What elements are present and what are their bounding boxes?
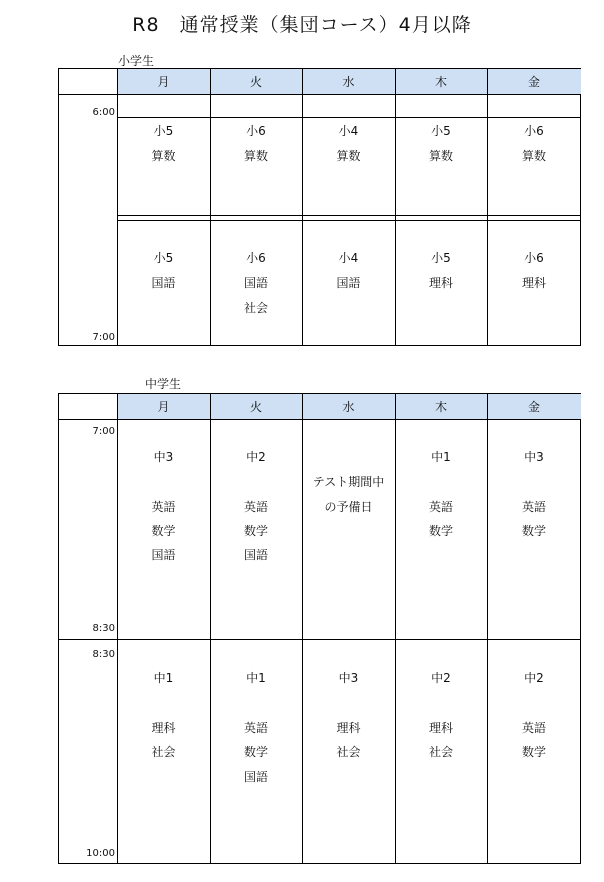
cell-fri-grade-1: 小6 (524, 124, 544, 138)
cell-thu-subject-2: 理科 (428, 276, 453, 290)
cell-wed-subject-1: 算数 (336, 149, 361, 163)
time-start: 6:00 (92, 107, 115, 118)
cell-tue-subject-2b: 社会 (243, 301, 268, 315)
cell-mon-subject-1a: 英語 (151, 500, 176, 514)
grid-line (59, 639, 580, 640)
time-first-end: 8:30 (92, 623, 115, 634)
grid-line (117, 220, 580, 221)
cell-thu-subject-1a: 英語 (428, 500, 453, 514)
wed-test-period-note-line1: テスト期間中 (312, 475, 385, 489)
grid-line (117, 69, 118, 345)
cell-fri-grade-1: 中3 (524, 450, 544, 464)
cell-fri-subject-2a: 英語 (521, 721, 546, 735)
cell-thu-subject-2b: 社会 (428, 745, 453, 759)
grid-line (59, 94, 580, 95)
grid-line (302, 394, 303, 863)
elementary-timetable (58, 68, 581, 346)
cell-fri-subject-2: 理科 (521, 276, 546, 290)
time-first-start: 7:00 (92, 426, 115, 437)
cell-fri-subject-1b: 数学 (521, 524, 546, 538)
time-second-start: 8:30 (92, 649, 115, 660)
cell-tue-subject-1b: 数学 (243, 524, 268, 538)
grid-line (487, 69, 488, 345)
cell-mon-grade-1: 小5 (153, 124, 174, 138)
page-title: R8 通常授業（集団コース）4月以降 (132, 14, 472, 36)
cell-tue-subject-1a: 英語 (243, 500, 268, 514)
cell-tue-subject-1: 算数 (243, 149, 268, 163)
cell-thu-subject-1: 算数 (428, 149, 453, 163)
cell-wed-grade-1: 小4 (338, 124, 359, 138)
cell-tue-grade-2: 中1 (246, 671, 266, 685)
cell-mon-grade-2: 中1 (153, 671, 174, 685)
cell-tue-subject-2: 国語 (243, 276, 268, 290)
cell-thu-subject-2a: 理科 (428, 721, 453, 735)
header-wed: 水 (302, 394, 395, 419)
cell-tue-grade-1: 小6 (246, 124, 266, 138)
header-thu: 木 (395, 394, 487, 419)
cell-mon-grade-2: 小5 (153, 251, 174, 265)
cell-fri-subject-1: 算数 (521, 149, 546, 163)
cell-tue-subject-2a: 英語 (243, 721, 268, 735)
grid-line (117, 117, 580, 118)
cell-wed-subject-2a: 理科 (336, 721, 361, 735)
header-fri: 金 (487, 394, 581, 419)
header-mon: 月 (117, 394, 210, 419)
cell-tue-subject-2b: 数学 (243, 745, 268, 759)
grid-line (117, 215, 580, 216)
grid-line (302, 69, 303, 345)
cell-mon-subject-2: 国語 (151, 276, 176, 290)
cell-wed-subject-2b: 社会 (336, 745, 361, 759)
wed-test-period-note-line2: の予備日 (324, 500, 373, 514)
header-wed: 水 (302, 69, 395, 94)
cell-thu-grade-1: 中1 (431, 450, 451, 464)
header-mon: 月 (117, 69, 210, 94)
cell-thu-grade-2: 小5 (431, 251, 451, 265)
time-second-end: 10:00 (86, 848, 115, 859)
cell-thu-subject-1b: 数学 (428, 524, 453, 538)
junior-high-section-label: 中学生 (145, 377, 182, 391)
cell-mon-subject-1: 算数 (151, 149, 176, 163)
junior-high-timetable (58, 393, 581, 864)
cell-thu-grade-1: 小5 (431, 124, 451, 138)
cell-fri-subject-2b: 数学 (521, 745, 546, 759)
cell-tue-grade-2: 小6 (246, 251, 266, 265)
cell-mon-subject-2a: 理科 (151, 721, 176, 735)
header-fri: 金 (487, 69, 581, 94)
cell-wed-subject-2: 国語 (336, 276, 361, 290)
header-tue: 火 (210, 394, 302, 419)
cell-fri-grade-2: 中2 (524, 671, 544, 685)
elementary-section-label: 小学生 (118, 54, 155, 68)
cell-wed-grade-2: 小4 (338, 251, 359, 265)
cell-fri-subject-1a: 英語 (521, 500, 546, 514)
cell-tue-subject-1c: 国語 (243, 548, 268, 562)
cell-mon-subject-1b: 数学 (151, 524, 176, 538)
cell-thu-grade-2: 中2 (431, 671, 451, 685)
cell-mon-subject-1c: 国語 (151, 548, 176, 562)
grid-line (395, 69, 396, 345)
cell-fri-grade-2: 小6 (524, 251, 544, 265)
cell-mon-subject-2b: 社会 (151, 745, 176, 759)
time-end: 7:00 (92, 332, 115, 343)
cell-tue-grade-1: 中2 (246, 450, 266, 464)
cell-wed-grade-2: 中3 (338, 671, 359, 685)
header-thu: 木 (395, 69, 487, 94)
header-tue: 火 (210, 69, 302, 94)
cell-tue-subject-2c: 国語 (243, 770, 268, 784)
grid-line (59, 419, 580, 420)
cell-mon-grade-1: 中3 (153, 450, 174, 464)
